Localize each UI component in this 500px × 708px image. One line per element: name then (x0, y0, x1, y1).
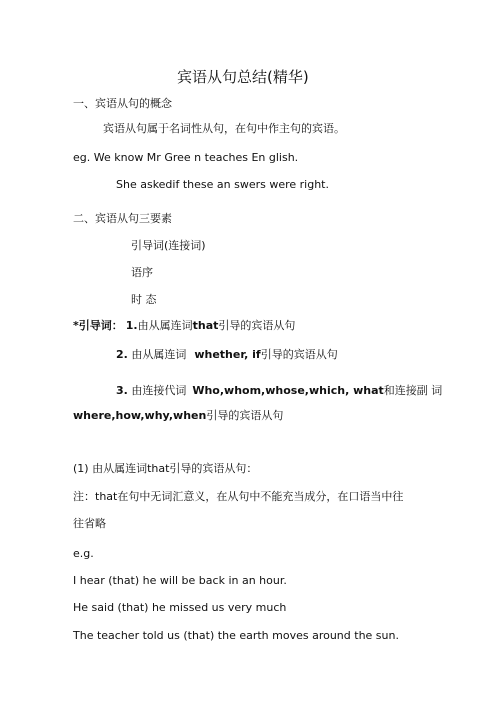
section2-heading: 二、宾语从句三要素 (73, 212, 172, 225)
item-keyword: where,how,why,when (73, 409, 207, 422)
item-text: 引导的宾语从句 (218, 319, 296, 332)
example-sentence: He said (that) he missed us very much (73, 601, 287, 614)
introducer-item-3 (116, 383, 442, 399)
item-number: 1. (125, 319, 138, 332)
document-title: 宾语从句总结(精华) (177, 68, 309, 86)
introducer-item-3-continued (73, 408, 283, 424)
note-line-1: 注：that在句中无词汇意义，在从句中不能充当成分，在口语当中往 (73, 490, 404, 503)
section1-heading: 一、宾语从句的概念 (73, 97, 172, 110)
example-line-1 (73, 150, 298, 166)
subsection1-heading: (1) 由从属连词that引导的宾语从句： (73, 462, 258, 475)
example-sentence-1: We know Mr Gree n teaches En glish. (93, 151, 299, 164)
introducer-item-1 (73, 318, 295, 334)
eg-label: e.g. (73, 547, 94, 560)
element-tense: 时 态 (131, 293, 157, 306)
item-number: 2. (116, 348, 128, 361)
element-word-order: 语序 (131, 266, 153, 279)
item-text: 由连接代词 (131, 384, 187, 397)
item-number: 3. (116, 384, 128, 397)
introducer-label: *引导词： (73, 319, 123, 332)
item-text: 由从属连词 (131, 348, 187, 361)
item-text: 由从属连词 (137, 319, 193, 332)
item-keyword: Who,whom,whose,which, what (192, 384, 384, 397)
item-keyword: that (192, 319, 219, 332)
note-line-2: 往省略 (73, 517, 106, 530)
section1-definition: 宾语从句属于名词性从句，在句中作主句的宾语。 (103, 122, 345, 135)
item-text: 引导的宾语从句 (206, 409, 284, 422)
example-sentence-2: She askedif these an swers were right. (116, 178, 329, 191)
item-text: 引导的宾语从句 (260, 348, 338, 361)
introducer-item-2 (116, 347, 338, 363)
example-sentence: I hear (that) he will be back in an hour. (73, 574, 287, 587)
item-text: 和连接副 词 (383, 384, 443, 397)
item-keyword: whether, if (194, 348, 261, 361)
example-prefix: eg. (73, 151, 91, 164)
example-sentence: The teacher told us (that) the earth moves around the sun. (73, 629, 399, 642)
element-introducer: 引导词(连接词) (131, 239, 206, 252)
